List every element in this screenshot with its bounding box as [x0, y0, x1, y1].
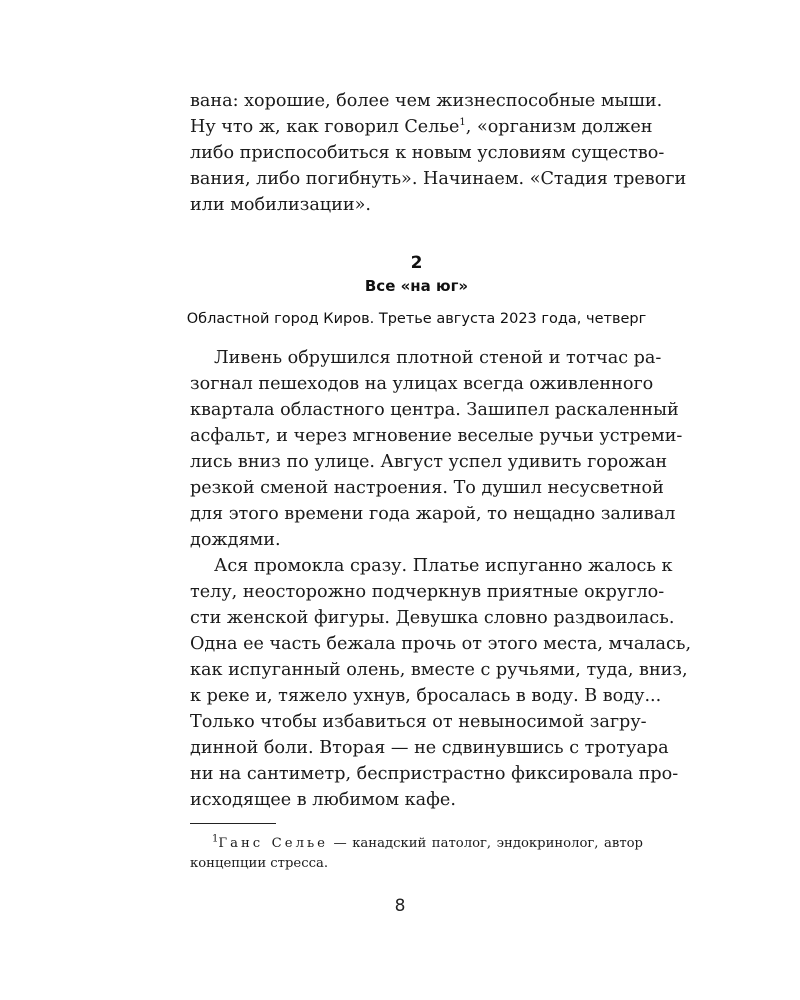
paragraph-line: Только чтобы избавиться от невыносимой загру- — [190, 712, 647, 732]
paragraph-line: сти женской фигуры. Девушка словно раздвоилась. — [190, 608, 675, 628]
paragraph-2 — [190, 553, 692, 813]
paragraph-line: динной боли. Вторая — не сдвинувшись с тротуара — [190, 738, 669, 758]
paragraph-1 — [190, 345, 683, 553]
intro-line-5: или мобилизации». — [190, 195, 371, 215]
intro-line-1: вана: хорошие, более чем жизнеспособные мыши. — [190, 91, 663, 111]
paragraph-line: квартала областного центра. Зашипел раскаленный — [190, 400, 679, 420]
paragraph-line: Ливень обрушился плотной стеной и тотчас ра- — [214, 348, 662, 368]
chapter-title: Все «на юг» — [364, 277, 469, 295]
intro-line-2-tail: , «организм должен — [465, 117, 653, 137]
paragraph-line: ни на сантиметр, беспристрастно фиксировала про- — [190, 764, 679, 784]
paragraph-line: исходящее в любимом кафе. — [190, 790, 456, 810]
paragraph-line: дождями. — [190, 530, 281, 550]
paragraph-line: телу, неосторожно подчеркнув приятные округло- — [190, 582, 665, 602]
intro-line-2 — [190, 114, 653, 140]
book-page — [186, 88, 692, 874]
intro-paragraph — [190, 88, 687, 218]
paragraph-line: Одна ее часть бежала прочь от этого места, мчалась, — [190, 634, 692, 654]
chapter-subtitle: Областной город Киров. Третье августа 2023 года, четверг — [186, 311, 647, 327]
intro-line-2-text: Ну что ж, как говорил Селье — [190, 117, 460, 137]
footnote-person-name: Ганс Селье — [218, 836, 328, 851]
paragraph-line: как испуганный олень, вместе с ручьями, туда, вниз, — [190, 660, 688, 680]
chapter-heading — [186, 251, 647, 329]
footnote-reference: 1 — [459, 117, 466, 129]
paragraph-line: Ася промокла сразу. Платье испуганно жалось к — [214, 556, 673, 576]
paragraph-line: резкой сменой настроения. То душил несусветной — [190, 478, 664, 498]
footnote-divider — [190, 823, 276, 824]
footnote-marker: 1 — [212, 833, 219, 845]
chapter-number: 2 — [410, 253, 423, 273]
footnote — [190, 834, 643, 874]
paragraph-line: асфальт, и через мгновение веселые ручьи устреми- — [190, 426, 683, 446]
page-number: 8 — [394, 896, 406, 916]
paragraph-line: к реке и, тяжело ухнув, бросалась в воду. В воду... — [190, 686, 662, 706]
intro-line-3: либо приспособиться к новым условиям существо- — [190, 143, 665, 163]
paragraph-line: зогнал пешеходов на улицах всегда оживленного — [190, 374, 654, 394]
intro-line-4: вания, либо погибнуть». Начинаем. «Стадия тревоги — [190, 169, 687, 189]
footnote-line-1 — [190, 834, 643, 854]
chapter-body — [190, 345, 692, 813]
paragraph-line: для этого времени года жарой, то нещадно заливал — [190, 504, 676, 524]
footnote-line-2: концепции стресса. — [190, 856, 329, 871]
paragraph-line: лись вниз по улице. Август успел удивить горожан — [190, 452, 668, 472]
footnote-line-1-rest: — канадский патолог, эндокринолог, автор — [327, 836, 643, 851]
